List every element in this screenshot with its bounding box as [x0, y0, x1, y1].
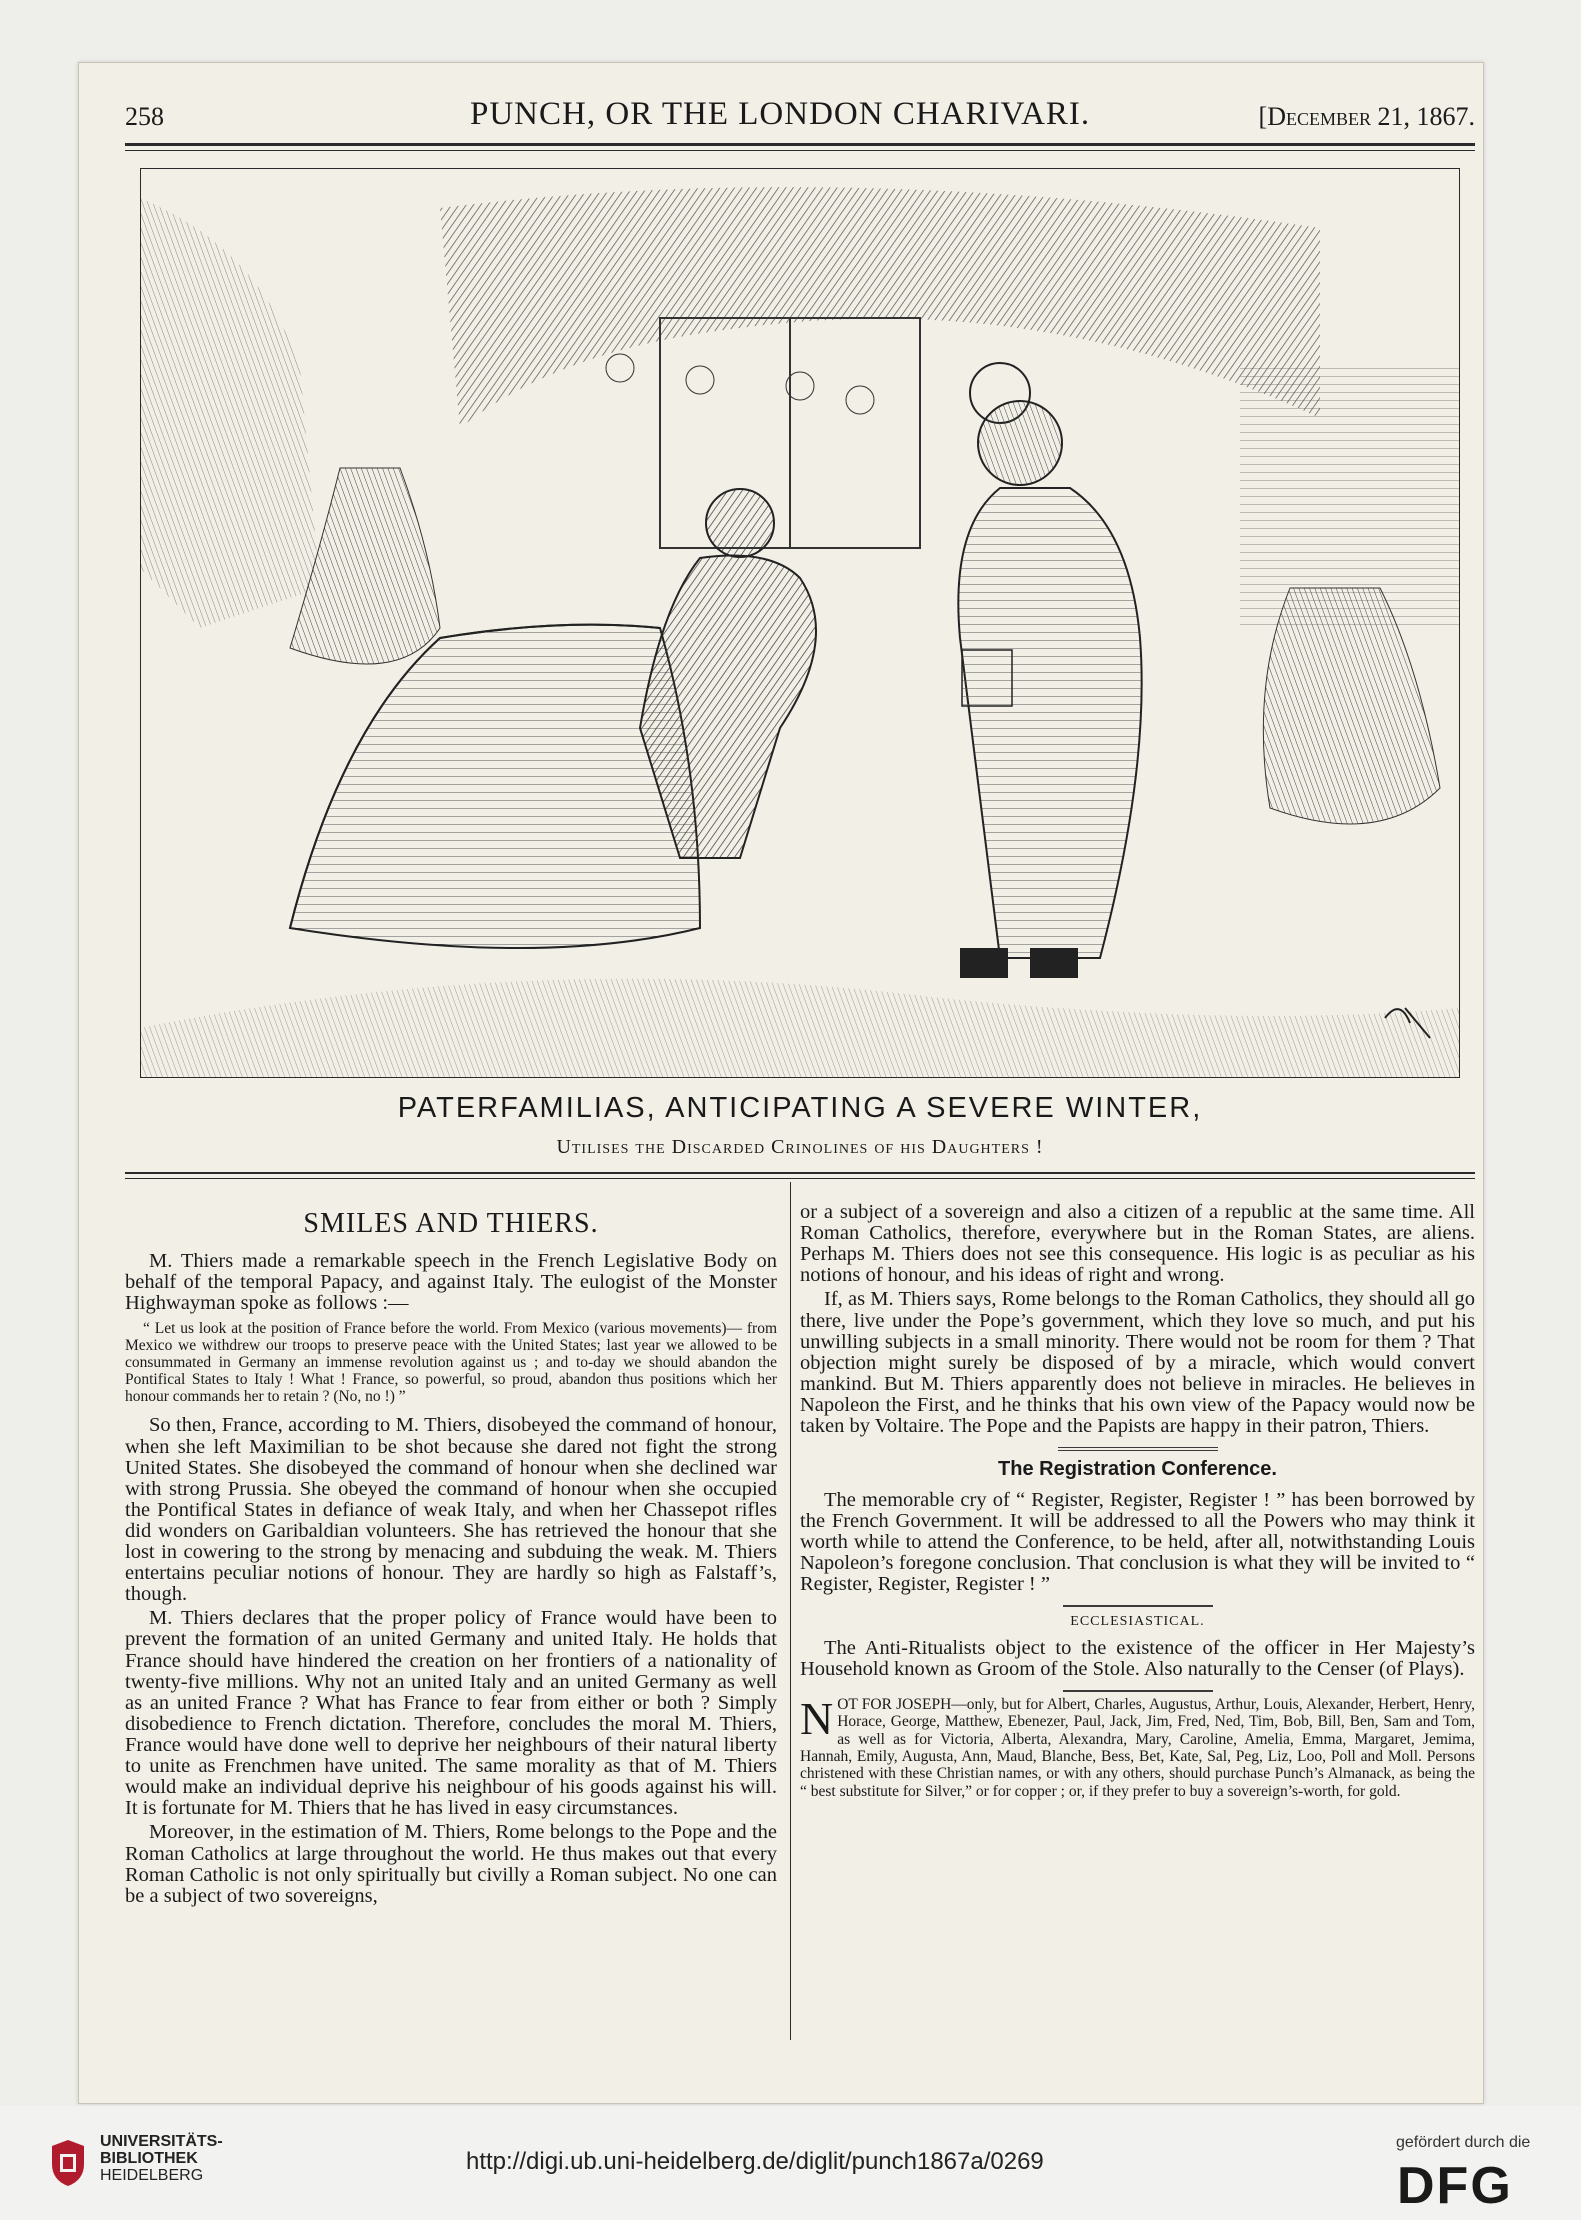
page-number: 258	[125, 102, 164, 131]
illustration-title: PATERFAMILIAS, ANTICIPATING A SEVERE WINTER,	[397, 1092, 1203, 1124]
publication-title: PUNCH, OR THE LONDON CHARIVARI.	[470, 96, 1091, 132]
section-rule-thin	[125, 1178, 1475, 1179]
source-url-link[interactable]: http://digi.ub.uni-heidelberg.de/diglit/punch1867a/0269	[466, 2148, 1044, 2175]
article-title: SMILES AND THIERS.	[303, 1208, 599, 1239]
section-heading: ECCLESIASTICAL.	[1070, 1614, 1205, 1630]
article-paragraph: So then, France, according to M. Thiers, disobeyed the command of honour, when she left Maximilian to be shot because she dared not fight the strong United States. She disobeyed the command of honour when she declined war with strong Prussia. She obeyed the command of honour when she occupied the Pontifical States in defiance of weak Italy, and when her Chassepot rifles did wonders on Garibaldian volunteers. She has retrieved the honour that she lost in cowering to the strong by menacing and subduing the weak. M. Thiers entertains peculiar notions of honour. They are hardly so high as Falstaff’s, though.	[125, 1414, 777, 1606]
header-rule	[125, 143, 1475, 146]
drop-cap: N	[800, 1692, 834, 1744]
cartoon-illustration	[140, 168, 1460, 1078]
article-paragraph: Moreover, in the estimation of M. Thiers, Rome belongs to the Pope and the Roman Catholics at large throughout the world. He thus makes out that every Roman Catholic is not only spiritually but civilly a Roman subject. No one can be a subject of two sovereigns,	[125, 1821, 777, 1907]
illustration-subtitle: Utilises the Discarded Crinolines of his Daughters !	[556, 1136, 1044, 1158]
funding-note: gefördert durch die	[1396, 2134, 1531, 2151]
advertisement-notice	[800, 1692, 1475, 1800]
column-divider	[790, 1182, 791, 2040]
article-paragraph: M. Thiers declares that the proper policy of France would have been to prevent the formation of an united Germany and united Italy. He holds that France should have hindered the creation on her frontiers of a nationality of twenty-five millions. Why not an united Italy and an united Germany as well as an united France ? What has France to fear from either or both ? Simply disobedience to French dictation. Therefore, concludes the moral M. Thiers, France would have done well to deprive her neighbours of their natural liberty to unite as Frenchmen have united. The same morality as that of M. Thiers would make an individual deprive his neighbour of his goods against his will. It is fortunate for M. Thiers that he has lived in easy circumstances.	[125, 1607, 777, 1820]
institution-name: UNIVERSITÄTS- BIBLIOTHEK HEIDELBERG	[100, 2133, 223, 2184]
article-paragraph: The memorable cry of “ Register, Register, Register ! ” has been borrowed by the French Government. It will be addressed to all the Powers who may think it worth while to attend the Conference, to be held, after all, notwithstanding Louis Napoleon’s foregone conclusion. That conclusion is what they will be invited to “ Register, Register, Register ! ”	[800, 1488, 1475, 1596]
article-paragraph: M. Thiers made a remarkable speech in the French Legislative Body on behalf of the temporal Papacy, and against Italy. The eulogist of the Monster Highwayman spoke as follows :—	[125, 1249, 777, 1315]
dfg-logo: DFG	[1397, 2157, 1513, 2215]
separator-rule	[1063, 1605, 1213, 1607]
column-left	[125, 1210, 777, 1910]
separator-rule	[1058, 1447, 1218, 1451]
article-paragraph: or a subject of a sovereign and also a citizen of a republic at the same time. All Roman Catholics, therefore, everywhere but in the Roman States, are aliens. Perhaps M. Thiers does not see this consequence. His logic is as peculiar as his notions of honour, and his ideas of right and wrong.	[800, 1201, 1475, 1287]
section-rule	[125, 1172, 1475, 1174]
notice-text: OT FOR JOSEPH—only, but for Albert, Charles, Augustus, Arthur, Louis, Alexander, Herbert, Henry, Horace, George, Matthew, Ebenezer, Paul, Jack, Jim, Fred, Ned, Tim, Bob, Bill, Ben, Sam and Tom, as well as for Victoria, Alberta, Alexandra, Mary, Caroline, Amelia, Emma, Margaret, Jemima, Hannah, Emily, Augusta, Ann, Maud, Blanche, Bess, Bet, Kate, Sal, Peg, Liz, Loo, Poll and Moll. Persons christened with these Christian names, or with any others, should purchase Punch’s Almanack, as being the “ best substitute for Silver,” or for copper ; or, if they prefer to buy a sovereign’s-worth, for gold.	[800, 1695, 1475, 1800]
viewer-footer	[0, 2106, 1581, 2220]
header-rule-thin	[125, 150, 1475, 151]
article-paragraph: The Anti-Ritualists object to the existence of the officer in Her Majesty’s Household known as Groom of the Stole. Also naturally to the Censer (of Plays).	[800, 1636, 1475, 1680]
article-quote: “ Let us look at the position of France before the world. From Mexico (various movements)— from Mexico we withdrew our troops to preserve peace with the United States; last year we allowed to be consummated in Germany an immense revolution against us ; and to-day we should abandon the Pontifical States to Italy ! What ! France, so powerful, so proud, abandon thus positions which her honour commands her to retain ? (No, no !) ”	[125, 1320, 777, 1406]
issue-date: [December 21, 1867.	[1258, 102, 1475, 131]
section-heading: The Registration Conference.	[998, 1458, 1277, 1481]
separator-rule	[1063, 1690, 1213, 1692]
page-header	[125, 96, 1475, 140]
column-right	[800, 1202, 1475, 1800]
university-seal-icon	[48, 2138, 88, 2188]
article-paragraph: If, as M. Thiers says, Rome belongs to the Roman Catholics, they should all go there, live under the Pope’s government, which they love so much, and put his unwilling subjects in a small minority. There would not be room for them ? That objection might surely be disposed of by a miracle, which would convert mankind. But M. Thiers apparently does not believe in miracles. He believes in Napoleon the First, and he thinks that his own view of the Papacy would now be taken by Voltaire. The Pope and the Papists are happy in their patron, Thiers.	[800, 1288, 1475, 1438]
